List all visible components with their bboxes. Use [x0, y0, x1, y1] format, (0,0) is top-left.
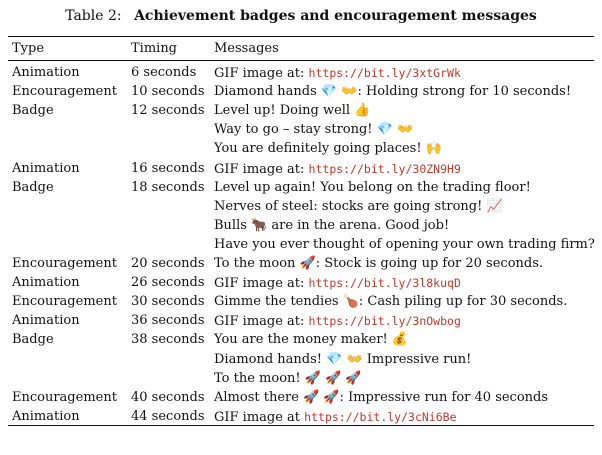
table-bottom-rule — [8, 425, 594, 426]
cell-type: Encouragement — [12, 389, 117, 405]
cell-message — [214, 121, 413, 139]
cell-message — [214, 140, 442, 158]
cell-message — [214, 293, 567, 311]
message-text: GIF image at: — [214, 161, 309, 177]
message-text: Level up again! You belong on the trading floor! — [214, 179, 531, 195]
cell-message — [214, 370, 362, 388]
cell-timing: 36 seconds — [131, 313, 205, 329]
cell-type: Animation — [12, 160, 80, 176]
cell-timing: 16 seconds — [131, 160, 205, 176]
cell-timing: 40 seconds — [131, 389, 205, 405]
cell-message — [214, 217, 449, 235]
message-text: Nerves of steel: stocks are going strong! 📈 — [214, 198, 503, 214]
message-text: GIF image at: — [214, 314, 309, 330]
table-header-rule — [8, 60, 594, 61]
gif-link[interactable]: https://bit.ly/3nOwbog — [308, 314, 461, 329]
cell-message — [214, 83, 571, 101]
message-text: Have you ever thought of opening your own trading firm? — [214, 236, 595, 252]
cell-type: Badge — [12, 332, 54, 348]
cell-type: Badge — [12, 103, 54, 119]
cell-timing: 30 seconds — [131, 294, 205, 310]
cell-message — [214, 408, 457, 427]
header-type: Type — [12, 41, 45, 56]
message-text: Almost there 🚀 🚀: Impressive run for 40 seconds — [214, 389, 549, 405]
message-text: You are the money maker! 💰 — [214, 332, 409, 348]
message-text: Diamond hands 💎 👐: Holding strong for 10 seconds! — [214, 84, 572, 100]
cell-type: Badge — [12, 179, 54, 195]
cell-message — [214, 64, 461, 83]
message-text: GIF image at: — [214, 276, 309, 292]
cell-timing: 10 seconds — [131, 84, 205, 100]
cell-type: Encouragement — [12, 84, 117, 100]
message-text: You are definitely going places! 🙌 — [214, 141, 442, 157]
cell-timing: 20 seconds — [131, 256, 205, 271]
cell-type: Encouragement — [12, 256, 117, 271]
table-caption — [0, 8, 602, 24]
message-text: Way to go – stay strong! 💎 👐 — [214, 122, 414, 138]
cell-timing: 6 seconds — [131, 65, 197, 80]
cell-message — [214, 198, 503, 216]
cell-type: Animation — [12, 408, 80, 424]
table-number: Table 2: — [65, 8, 122, 24]
cell-timing: 26 seconds — [131, 275, 205, 291]
message-text: GIF image at — [214, 409, 305, 425]
cell-type: Animation — [12, 65, 80, 80]
message-text: Level up! Doing well 👍 — [214, 103, 371, 119]
cell-message — [214, 255, 543, 273]
message-text: Gimme the tendies 🍗: Cash piling up for 30 seconds. — [214, 294, 568, 310]
message-text: To the moon 🚀: Stock is going up for 20 seconds. — [214, 256, 544, 271]
cell-timing: 18 seconds — [131, 179, 205, 195]
cell-message — [214, 312, 461, 331]
gif-link[interactable]: https://bit.ly/30ZN9H9 — [308, 161, 461, 176]
message-text: Diamond hands! 💎 👐 Impressive run! — [214, 351, 472, 367]
cell-message — [214, 274, 461, 293]
cell-message — [214, 236, 595, 254]
gif-link[interactable]: https://bit.ly/3cNi6Be — [304, 409, 457, 424]
message-text: GIF image at: — [214, 66, 309, 81]
cell-message — [214, 160, 461, 179]
message-text: To the moon! 🚀 🚀 🚀 — [214, 370, 362, 386]
cell-type: Animation — [12, 275, 80, 291]
cell-message — [214, 389, 548, 407]
table-title: Achievement badges and encouragement messages — [134, 8, 537, 24]
message-text: Bulls 🐂 are in the arena. Good job! — [214, 217, 450, 233]
cell-message — [214, 351, 471, 369]
cell-message — [214, 102, 370, 120]
cell-type: Animation — [12, 313, 80, 329]
cell-message — [214, 179, 531, 197]
cell-timing: 44 seconds — [131, 408, 205, 424]
table-top-rule — [8, 36, 594, 37]
cell-timing: 38 seconds — [131, 332, 205, 348]
cell-type: Encouragement — [12, 294, 117, 310]
cell-message — [214, 331, 408, 349]
gif-link[interactable]: https://bit.ly/3xtGrWk — [308, 66, 461, 80]
header-messages: Messages — [214, 41, 279, 56]
header-timing: Timing — [131, 41, 178, 56]
cell-timing: 12 seconds — [131, 103, 205, 119]
gif-link[interactable]: https://bit.ly/3l8kuqD — [308, 276, 461, 291]
